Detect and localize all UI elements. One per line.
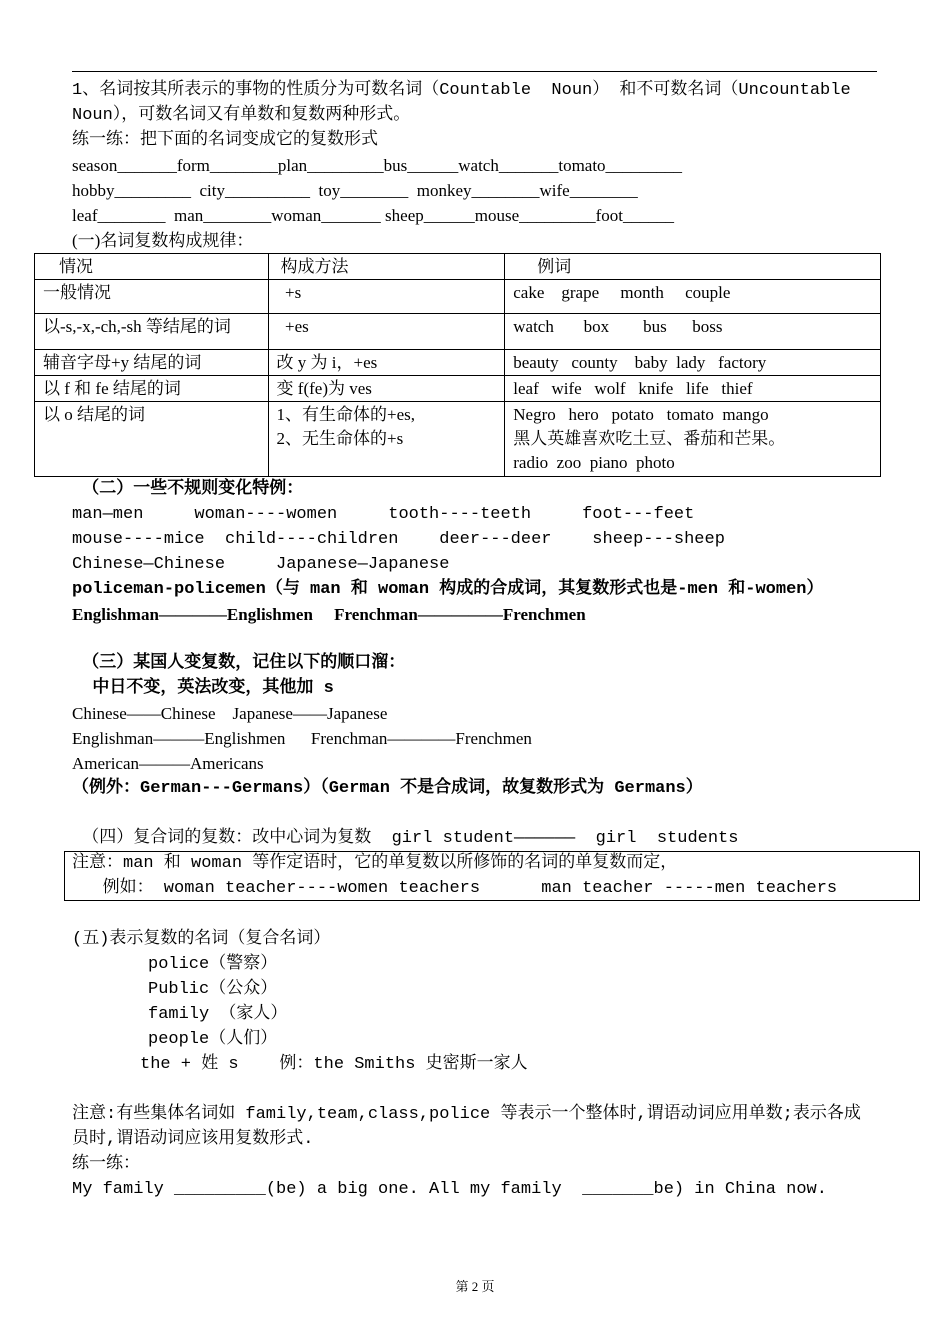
- row-case: 以-s,-x,-ch,-sh 等结尾的词: [35, 314, 269, 350]
- row-examples: beauty county baby lady factory: [505, 350, 881, 376]
- compound-example: 例如： woman teacher----women teachers man teacher -----men teachers: [72, 879, 838, 898]
- header-case: 情况: [35, 254, 269, 280]
- plural-noun-item: Public（公众）: [148, 980, 278, 999]
- collective-note: 员时,谓语动词应该用复数形式.: [72, 1130, 314, 1149]
- row-method: 改 y 为 i，+es: [268, 350, 505, 376]
- exercise-title: 练一练：: [72, 1155, 140, 1174]
- top-rule: [72, 71, 877, 72]
- plural-noun-item: police（警察）: [148, 955, 278, 974]
- table-row: [35, 350, 881, 376]
- header-method: 构成方法: [268, 254, 505, 280]
- intro-line-1: 1、名词按其所表示的事物的性质分为可数名词（Countable Noun） 和不可数名词（Uncountable: [72, 81, 851, 100]
- rules-title: (一)名词复数构成规律：: [72, 231, 254, 250]
- row-examples: [505, 402, 881, 477]
- row-case: 一般情况: [35, 280, 269, 314]
- irregular-title: （二）一些不规则变化特例：: [72, 480, 304, 499]
- row-examples: cake grape month couple: [505, 280, 881, 314]
- irregular-line: Chinese—Chinese Japanese—Japanese: [72, 555, 450, 574]
- table-row: [35, 280, 881, 314]
- plural-nouns-title: (五)表示复数的名词（复合名词）: [72, 930, 331, 949]
- row-case: 以 f 和 fe 结尾的词: [35, 376, 269, 402]
- table-row: [35, 402, 881, 477]
- irregular-line: mouse----mice child----children deer---deer sheep---sheep: [72, 530, 725, 549]
- row-case: 辅音字母+y 结尾的词: [35, 350, 269, 376]
- row-method: 变 f(fe)为 ves: [268, 376, 505, 402]
- examples-line: 黑人英雄喜欢吃土豆、番茄和芒果。: [513, 429, 786, 448]
- method-line: 2、无生命体的+s: [276, 429, 404, 448]
- row-method: +es: [268, 314, 505, 350]
- plural-noun-item: people（人们）: [148, 1030, 278, 1049]
- the-surname-line: the + 姓 s 例：the Smiths 史密斯一家人: [140, 1055, 528, 1074]
- examples-line: Negro hero potato tomato mango: [513, 405, 769, 424]
- table-row: [35, 376, 881, 402]
- exercise-line: My family _________(be) a big one. All my family _______be) in China now.: [72, 1180, 827, 1199]
- examples-line: radio zoo piano photo: [513, 453, 675, 472]
- row-method: +s: [268, 280, 505, 314]
- header-examples: 例词: [505, 254, 881, 280]
- plural-noun-item: family （家人）: [148, 1005, 288, 1024]
- row-examples: watch box bus boss: [505, 314, 881, 350]
- table-header-row: [35, 254, 881, 280]
- nationality-line: American———Americans: [72, 754, 264, 773]
- plural-rules-table: [34, 253, 881, 477]
- irregular-line: Englishman————Englishmen Frenchman—————Frenchmen: [72, 605, 586, 624]
- nationality-title: （三）某国人变复数，记住以下的顺口溜：: [72, 654, 406, 673]
- collective-note: 注意:有些集体名词如 family,team,class,police 等表示一个整体时,谓语动词应用单数;表示各成: [72, 1105, 861, 1124]
- practice-row: season_______form________plan_________bus______watch_______tomato_________: [72, 156, 683, 175]
- table-row: [35, 314, 881, 350]
- practice-title: 练一练：把下面的名词变成它的复数形式: [72, 131, 378, 150]
- nationality-rhyme: 中日不变，英法改变，其他加 s: [72, 679, 334, 698]
- irregular-line: man—men woman----women tooth----teeth foot---feet: [72, 505, 695, 524]
- intro-line-2: Noun），可数名词又有单数和复数两种形式。: [72, 106, 411, 125]
- row-case: 以 o 结尾的词: [35, 402, 269, 477]
- practice-row: hobby_________ city__________ toy________ monkey________wife________: [72, 181, 638, 200]
- row-method: [268, 402, 505, 477]
- nationality-line: Chinese——Chinese Japanese——Japanese: [72, 704, 388, 723]
- compound-title: （四）复合词的复数：改中心词为复数 girl student—————— girl students: [72, 829, 739, 848]
- compound-note: 注意：man 和 woman 等作定语时，它的单复数以所修饰的名词的单复数而定，: [72, 854, 678, 873]
- page-number: 第 2 页: [455, 1279, 495, 1294]
- irregular-line: policeman-policemen（与 man 和 woman 构成的合成词，其复数形式也是-men 和-women）: [72, 580, 824, 599]
- nationality-line: Englishman———Englishmen Frenchman————Frenchmen: [72, 729, 532, 748]
- practice-row: leaf________ man________woman_______ sheep______mouse_________foot______: [72, 206, 675, 225]
- method-line: 1、有生命体的+es,: [276, 405, 416, 424]
- nationality-exception: （例外：German---Germans）（German 不是合成词，故复数形式为 Germans）: [72, 779, 703, 798]
- row-examples: leaf wife wolf knife life thief: [505, 376, 881, 402]
